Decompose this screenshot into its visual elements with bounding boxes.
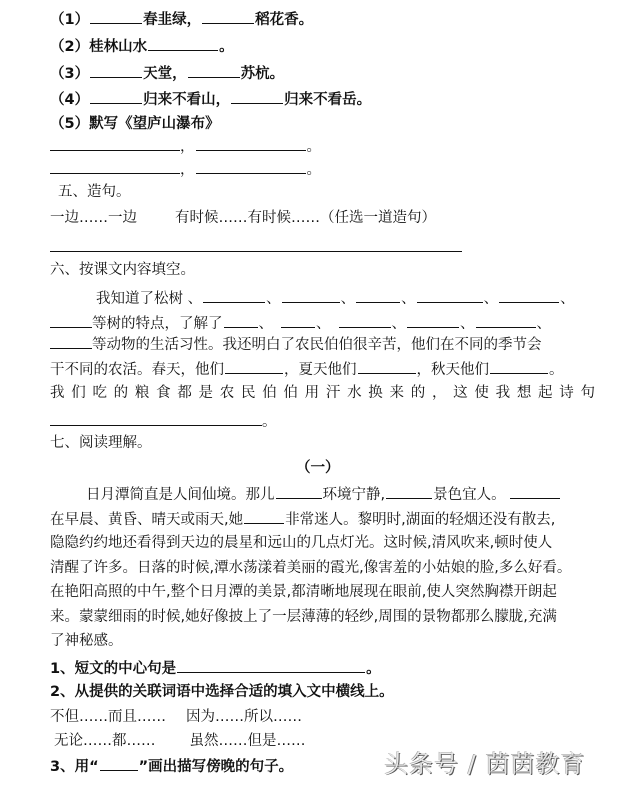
item-number: （1）	[50, 12, 90, 28]
char: 使	[474, 385, 489, 401]
char: 的	[410, 385, 426, 401]
fill-blank[interactable]	[90, 62, 142, 78]
fill-blank[interactable]	[50, 135, 180, 151]
fill-blank[interactable]	[225, 358, 283, 374]
fill-blank[interactable]	[276, 483, 322, 499]
section6-heading: 六、按课文内容填空。	[50, 262, 195, 278]
fill-blank[interactable]	[282, 287, 340, 303]
char: 我	[495, 385, 511, 401]
char: 农	[219, 385, 235, 401]
section5-heading: 五、造句。	[58, 184, 131, 200]
poem-line-1: ， 。	[50, 135, 321, 157]
question-1: 1、短文的中心句是 。	[50, 657, 381, 679]
fill-blank[interactable]	[407, 312, 459, 328]
char: 想	[516, 385, 532, 401]
fill-blank[interactable]	[490, 358, 548, 374]
section7-heading: 七、阅读理解。	[50, 435, 152, 451]
fill-blank[interactable]	[510, 483, 560, 499]
fill-blank[interactable]	[231, 88, 283, 104]
answer-line[interactable]	[50, 251, 462, 252]
section6-line5	[50, 383, 595, 403]
fill-blank[interactable]	[499, 287, 559, 303]
fill-blank[interactable]	[196, 158, 306, 174]
fill-blank[interactable]	[100, 755, 138, 771]
passage-line-4: 清醒了许多。日落的时候,潭水荡漾着美丽的霞光,像害羞的小姑娘的脸,多么好看。	[50, 560, 572, 576]
poem-line-2: ， 。	[50, 158, 321, 180]
question-3: 3、用“ ”画出描写傍晚的句子。	[50, 755, 293, 777]
char: 用	[304, 385, 320, 401]
fill-blank[interactable]	[50, 158, 180, 174]
section6-line2: 等树的特点，了解了 、 、 、 、 、	[50, 312, 551, 334]
item-4: （4） 归来不看山， 归来不看岳。	[50, 88, 371, 110]
section6-line1: 我知道了松树 、 、 、 、 、 、	[96, 287, 575, 309]
fill-blank[interactable]	[476, 312, 536, 328]
section6-line6: 。	[50, 410, 277, 432]
fill-blank[interactable]	[339, 312, 391, 328]
fill-blank[interactable]	[177, 657, 365, 673]
char: 粮	[134, 385, 150, 401]
passage-line-1: 日月潭简直是人间仙境。那儿 环境宁静, 景色宜人。	[86, 483, 561, 505]
passage-title: （一）	[296, 460, 340, 476]
conjunctions-row-1: 不但……而且…… 因为……所以……	[50, 709, 302, 725]
fill-blank[interactable]	[224, 312, 258, 328]
fill-blank[interactable]	[417, 287, 483, 303]
fill-blank[interactable]	[90, 88, 142, 104]
section6-line4: 干不同的农活。春天，他们 ，夏天他们 ，秋天他们 。	[50, 358, 564, 380]
char: 食	[156, 385, 171, 401]
fill-blank[interactable]	[358, 358, 416, 374]
char: 伯	[262, 385, 277, 401]
char: 换	[368, 385, 383, 401]
char: 的	[113, 385, 129, 401]
fill-blank[interactable]	[50, 410, 262, 426]
char: 水	[347, 385, 362, 401]
fill-blank[interactable]	[148, 35, 218, 51]
passage-line-6: 来。蒙蒙细雨的时候,她好像披上了一层薄薄的轻纱,周围的景物都那么朦胧,充满	[50, 609, 557, 625]
section6-line3: 等动物的生活习性。我还明白了农民伯伯很辛苦，他们在不同的季节会	[50, 333, 542, 355]
passage-line-7: 了神秘感。	[50, 633, 123, 649]
fill-blank[interactable]	[50, 312, 92, 328]
char: 是	[198, 385, 214, 401]
fill-blank[interactable]	[203, 287, 265, 303]
passage-line-5: 在艳阳高照的中午,整个日月潭的美景,都清晰地展现在眼前,使人突然胸襟开朗起	[50, 584, 557, 600]
fill-blank[interactable]	[356, 287, 400, 303]
fill-blank[interactable]	[90, 8, 142, 24]
char: 诗	[559, 385, 574, 401]
char: 我	[50, 385, 65, 401]
fill-blank[interactable]	[196, 135, 306, 151]
char: 汗	[325, 385, 341, 401]
char: 起	[538, 385, 553, 401]
char: 都	[177, 385, 192, 401]
question-2: 2、从提供的关联词语中选择合适的填入文中横线上。	[50, 684, 394, 700]
conjunctions-row-2: 无论……都…… 虽然……但是……	[54, 733, 306, 749]
section5-options: 一边……一边 有时候……有时候……（任选一道造句）	[50, 210, 436, 226]
item-2: （2）桂林山水 。	[50, 35, 234, 57]
watermark: 头条号 / 茵茵教育	[384, 750, 586, 778]
char: 吃	[92, 385, 107, 401]
fill-blank[interactable]	[244, 508, 284, 524]
char: 这	[453, 385, 468, 401]
fill-blank[interactable]	[202, 8, 254, 24]
fill-blank[interactable]	[188, 62, 240, 78]
char: 句	[580, 385, 595, 401]
passage-line-3: 隐隐约约地还看得到天边的晨星和远山的几点灯光。这时候,清风吹来,顿时使人	[50, 535, 553, 551]
fill-blank[interactable]	[50, 333, 92, 349]
fill-blank[interactable]	[281, 312, 315, 328]
item-1: （1） 春韭绿， 稻花香。	[50, 8, 313, 30]
fill-blank[interactable]	[386, 483, 432, 499]
item-5: （5）默写《望庐山瀑布》	[50, 116, 220, 132]
char: ，	[431, 385, 447, 401]
char: 来	[389, 385, 404, 401]
passage-line-2: 在早晨、黄昏、晴天或雨天,她 非常迷人。黎明时,湖面的轻烟还没有散去,	[50, 508, 555, 530]
char: 们	[71, 385, 86, 401]
item-3: （3） 天堂， 苏杭。	[50, 62, 284, 84]
char: 伯	[283, 385, 298, 401]
char: 民	[240, 385, 256, 401]
